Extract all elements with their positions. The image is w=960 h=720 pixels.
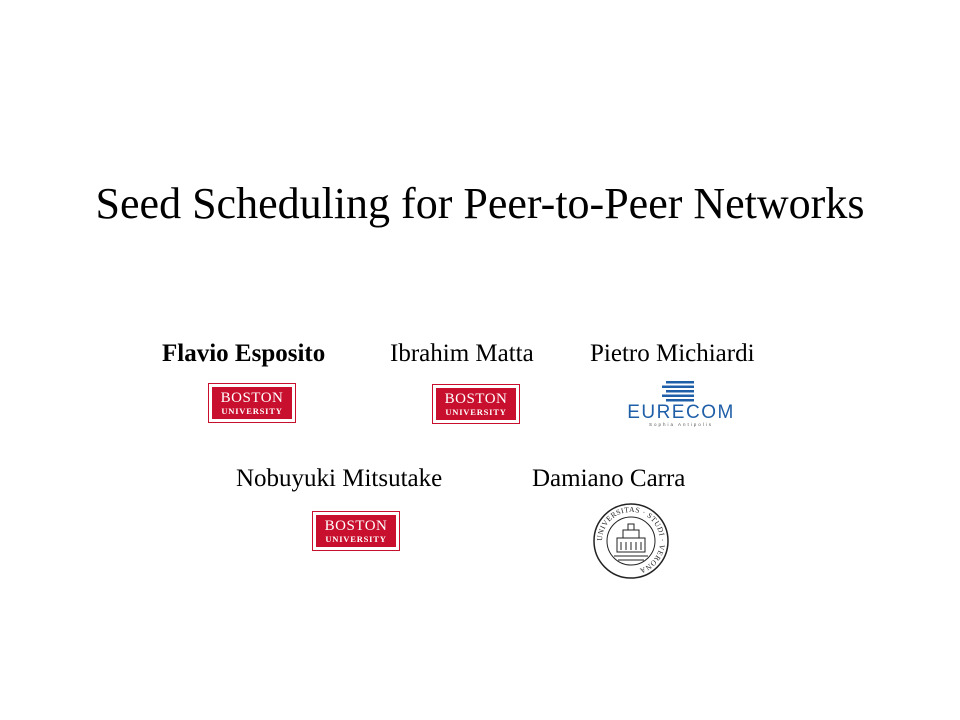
university-of-verona-seal <box>592 502 670 580</box>
author-damiano-carra: Damiano Carra <box>532 465 686 492</box>
logo-text-boston: BOSTON <box>444 390 508 407</box>
logo-text-university: UNIVERSITY <box>221 405 283 416</box>
logo-text-university: UNIVERSITY <box>325 533 387 544</box>
logo-text-boston: BOSTON <box>324 517 388 534</box>
author-nobuyuki-mitsutake: Nobuyuki Mitsutake <box>236 465 443 492</box>
logo-text-boston: BOSTON <box>220 389 284 406</box>
eurecom-name: EURECOM <box>627 402 735 423</box>
boston-university-logo <box>312 511 400 551</box>
boston-university-logo <box>432 384 520 424</box>
logo-text-university: UNIVERSITY <box>445 406 507 417</box>
eurecom-logo <box>622 378 740 428</box>
slide-title: Seed Scheduling for Peer-to-Peer Networks <box>95 179 865 229</box>
author-flavio-esposito: Flavio Esposito <box>162 340 326 367</box>
author-pietro-michiardi: Pietro Michiardi <box>590 340 755 367</box>
seal-ring-text: UNIVERSITAS · STUDI · VERONA <box>594 504 668 576</box>
eurecom-tagline: Sophia Antipolis <box>648 422 714 427</box>
boston-university-logo <box>208 383 296 423</box>
author-ibrahim-matta: Ibrahim Matta <box>390 340 534 367</box>
